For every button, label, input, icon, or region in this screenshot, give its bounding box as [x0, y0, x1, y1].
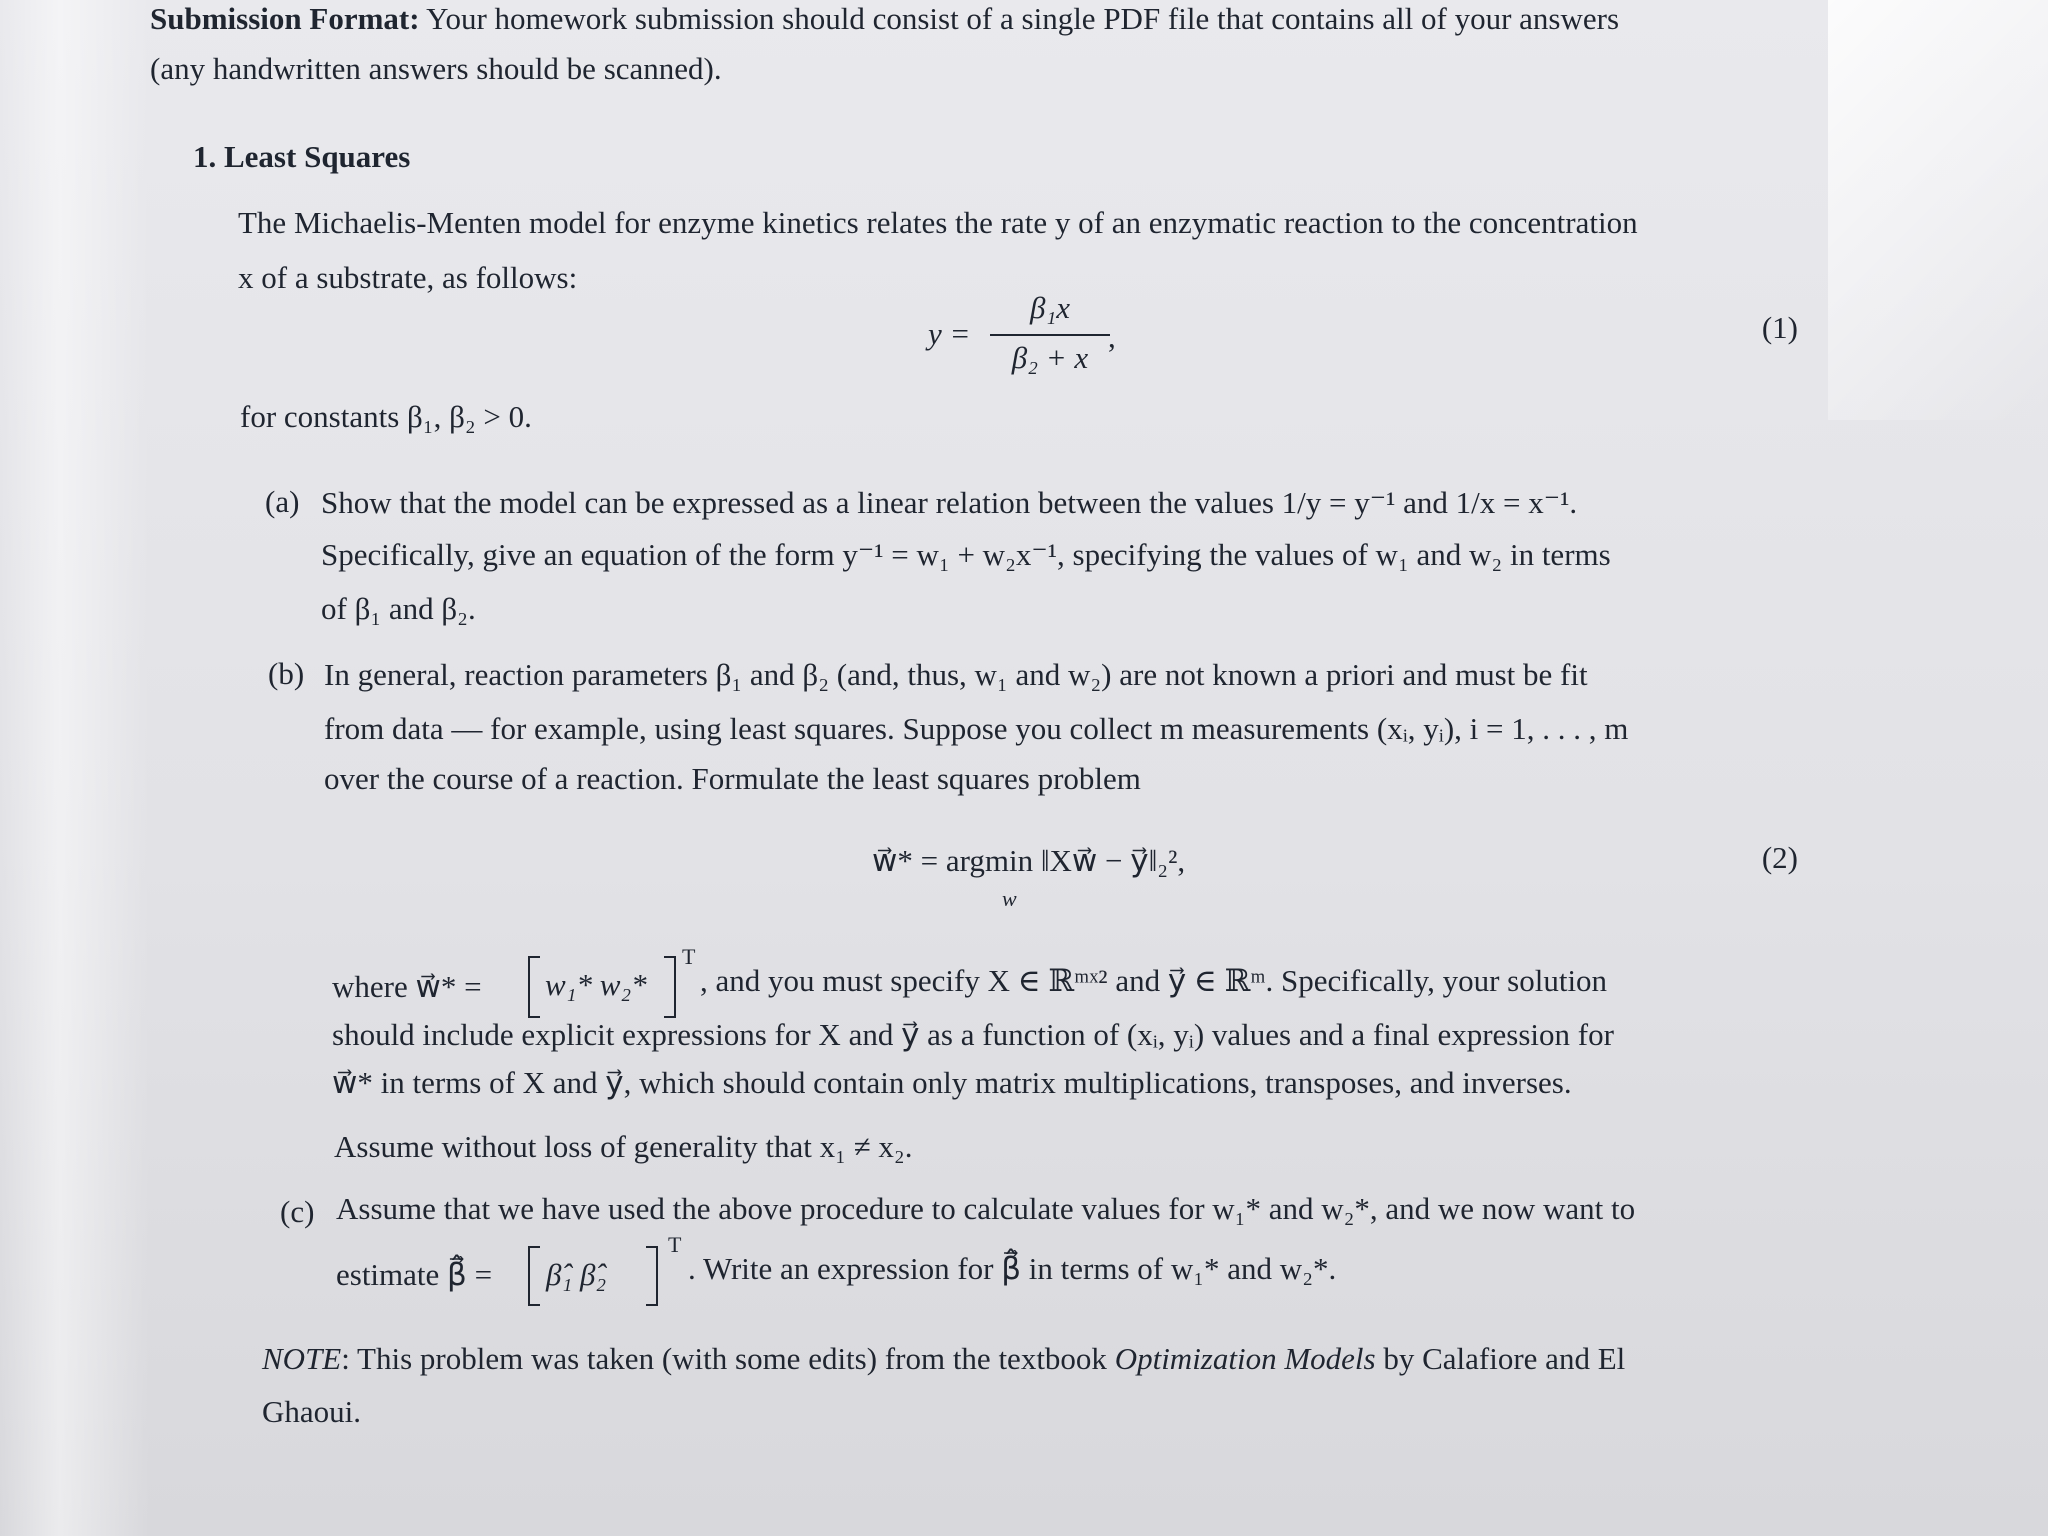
part-a-line-1: Show that the model can be expressed as a linear relation between the values 1/y = y⁻¹ and 1/x = x⁻¹.: [321, 485, 1578, 520]
note-label: NOTE: [262, 1341, 342, 1376]
note-line-2: Ghaoui.: [262, 1394, 362, 1429]
submission-format-label: Submission Format:: [150, 1, 420, 36]
estimate-vector: β̂₁ β̂₂: [546, 1257, 607, 1292]
screen-glare-top: [1828, 0, 2048, 420]
eq2-subscript: w⃗: [1002, 886, 1034, 911]
where-left-bracket: [528, 956, 540, 1018]
estimate-transpose: T: [668, 1232, 682, 1257]
eq1-fraction-bar: [990, 334, 1110, 336]
note-text-pre: : This problem was taken (with some edits) from the textbook: [341, 1341, 1115, 1376]
intro-line-2: x of a substrate, as follows:: [238, 260, 578, 295]
part-a-label: (a): [265, 484, 300, 519]
where-vector: w₁* w₂*: [545, 967, 647, 1002]
estimate-right-bracket: [646, 1246, 658, 1306]
screen-glare: [0, 0, 150, 1536]
estimate-left-bracket: [528, 1246, 540, 1306]
eq1-lhs: y =: [928, 316, 971, 351]
eq1-number: (1): [1761, 310, 1798, 345]
note-book-title: Optimization Models: [1114, 1341, 1376, 1376]
submission-format-line: [150, 0, 1619, 38]
part-a-line-3: of β₁ and β₂.: [321, 591, 476, 626]
note-text-post: by Calafiore and El: [1375, 1341, 1626, 1376]
where-right-bracket: [664, 956, 676, 1018]
part-c-label: (c): [280, 1194, 315, 1229]
part-b-line-3: over the course of a reaction. Formulate the least squares problem: [324, 761, 1141, 796]
where-prefix: where w⃗* =: [332, 969, 482, 1004]
problem-title: 1. Least Squares: [193, 139, 411, 174]
where-transpose: T: [682, 944, 696, 969]
where-suffix: , and you must specify X ∈ ℝᵐˣ² and y⃗ ∈ ℝᵐ. Specifically, your solution: [700, 963, 1608, 998]
intro-line-1: The Michaelis-Menten model for enzyme kinetics relates the rate y of an enzymatic reaction to the concentration: [238, 205, 1638, 240]
part-c-line-1: Assume that we have used the above procedure to calculate values for w₁* and w₂*, and we now want to: [336, 1191, 1636, 1226]
estimate-suffix: . Write an expression for β⃗̂ in terms of w₁* and w₂*.: [688, 1251, 1337, 1286]
eq1-numerator: β₁x: [1030, 290, 1070, 325]
part-a-line-2: Specifically, give an equation of the form y⁻¹ = w₁ + w₂x⁻¹, specifying the values of w₁ and w₂ in terms: [321, 537, 1611, 572]
constants-line: for constants β₁, β₂ > 0.: [240, 399, 532, 434]
eq1-comma: ,: [1108, 319, 1116, 354]
part-b-line-7: Assume without loss of generality that x₁ ≠ x₂.: [334, 1129, 913, 1164]
part-b-line-5: should include explicit expressions for X and y⃗ as a function of (xᵢ, yᵢ) values and a final expression for: [332, 1017, 1614, 1052]
part-b-line-6: w⃗* in terms of X and y⃗, which should contain only matrix multiplications, transposes, and inverses.: [332, 1065, 1572, 1100]
part-b-label: (b): [268, 656, 305, 691]
eq2-number: (2): [1761, 840, 1798, 875]
estimate-prefix: estimate β⃗̂ =: [336, 1257, 493, 1292]
eq1-denominator: β₂ + x: [1011, 340, 1089, 375]
submission-format-line-2: (any handwritten answers should be scanned).: [150, 51, 722, 86]
part-b-line-2: from data — for example, using least squares. Suppose you collect m measurements (xᵢ, yᵢ), i = 1, . . . , m: [324, 711, 1629, 746]
part-b-line-1: In general, reaction parameters β₁ and β₂ (and, thus, w₁ and w₂) are not known a priori and must be fit: [324, 657, 1588, 692]
eq2-main: w⃗* = argmin ‖Xw⃗ − y⃗‖₂²,: [872, 843, 1186, 878]
note-line-1: [262, 1340, 1625, 1378]
submission-format-text: Your homework submission should consist of a single PDF file that contains all of your answers: [426, 1, 1620, 36]
